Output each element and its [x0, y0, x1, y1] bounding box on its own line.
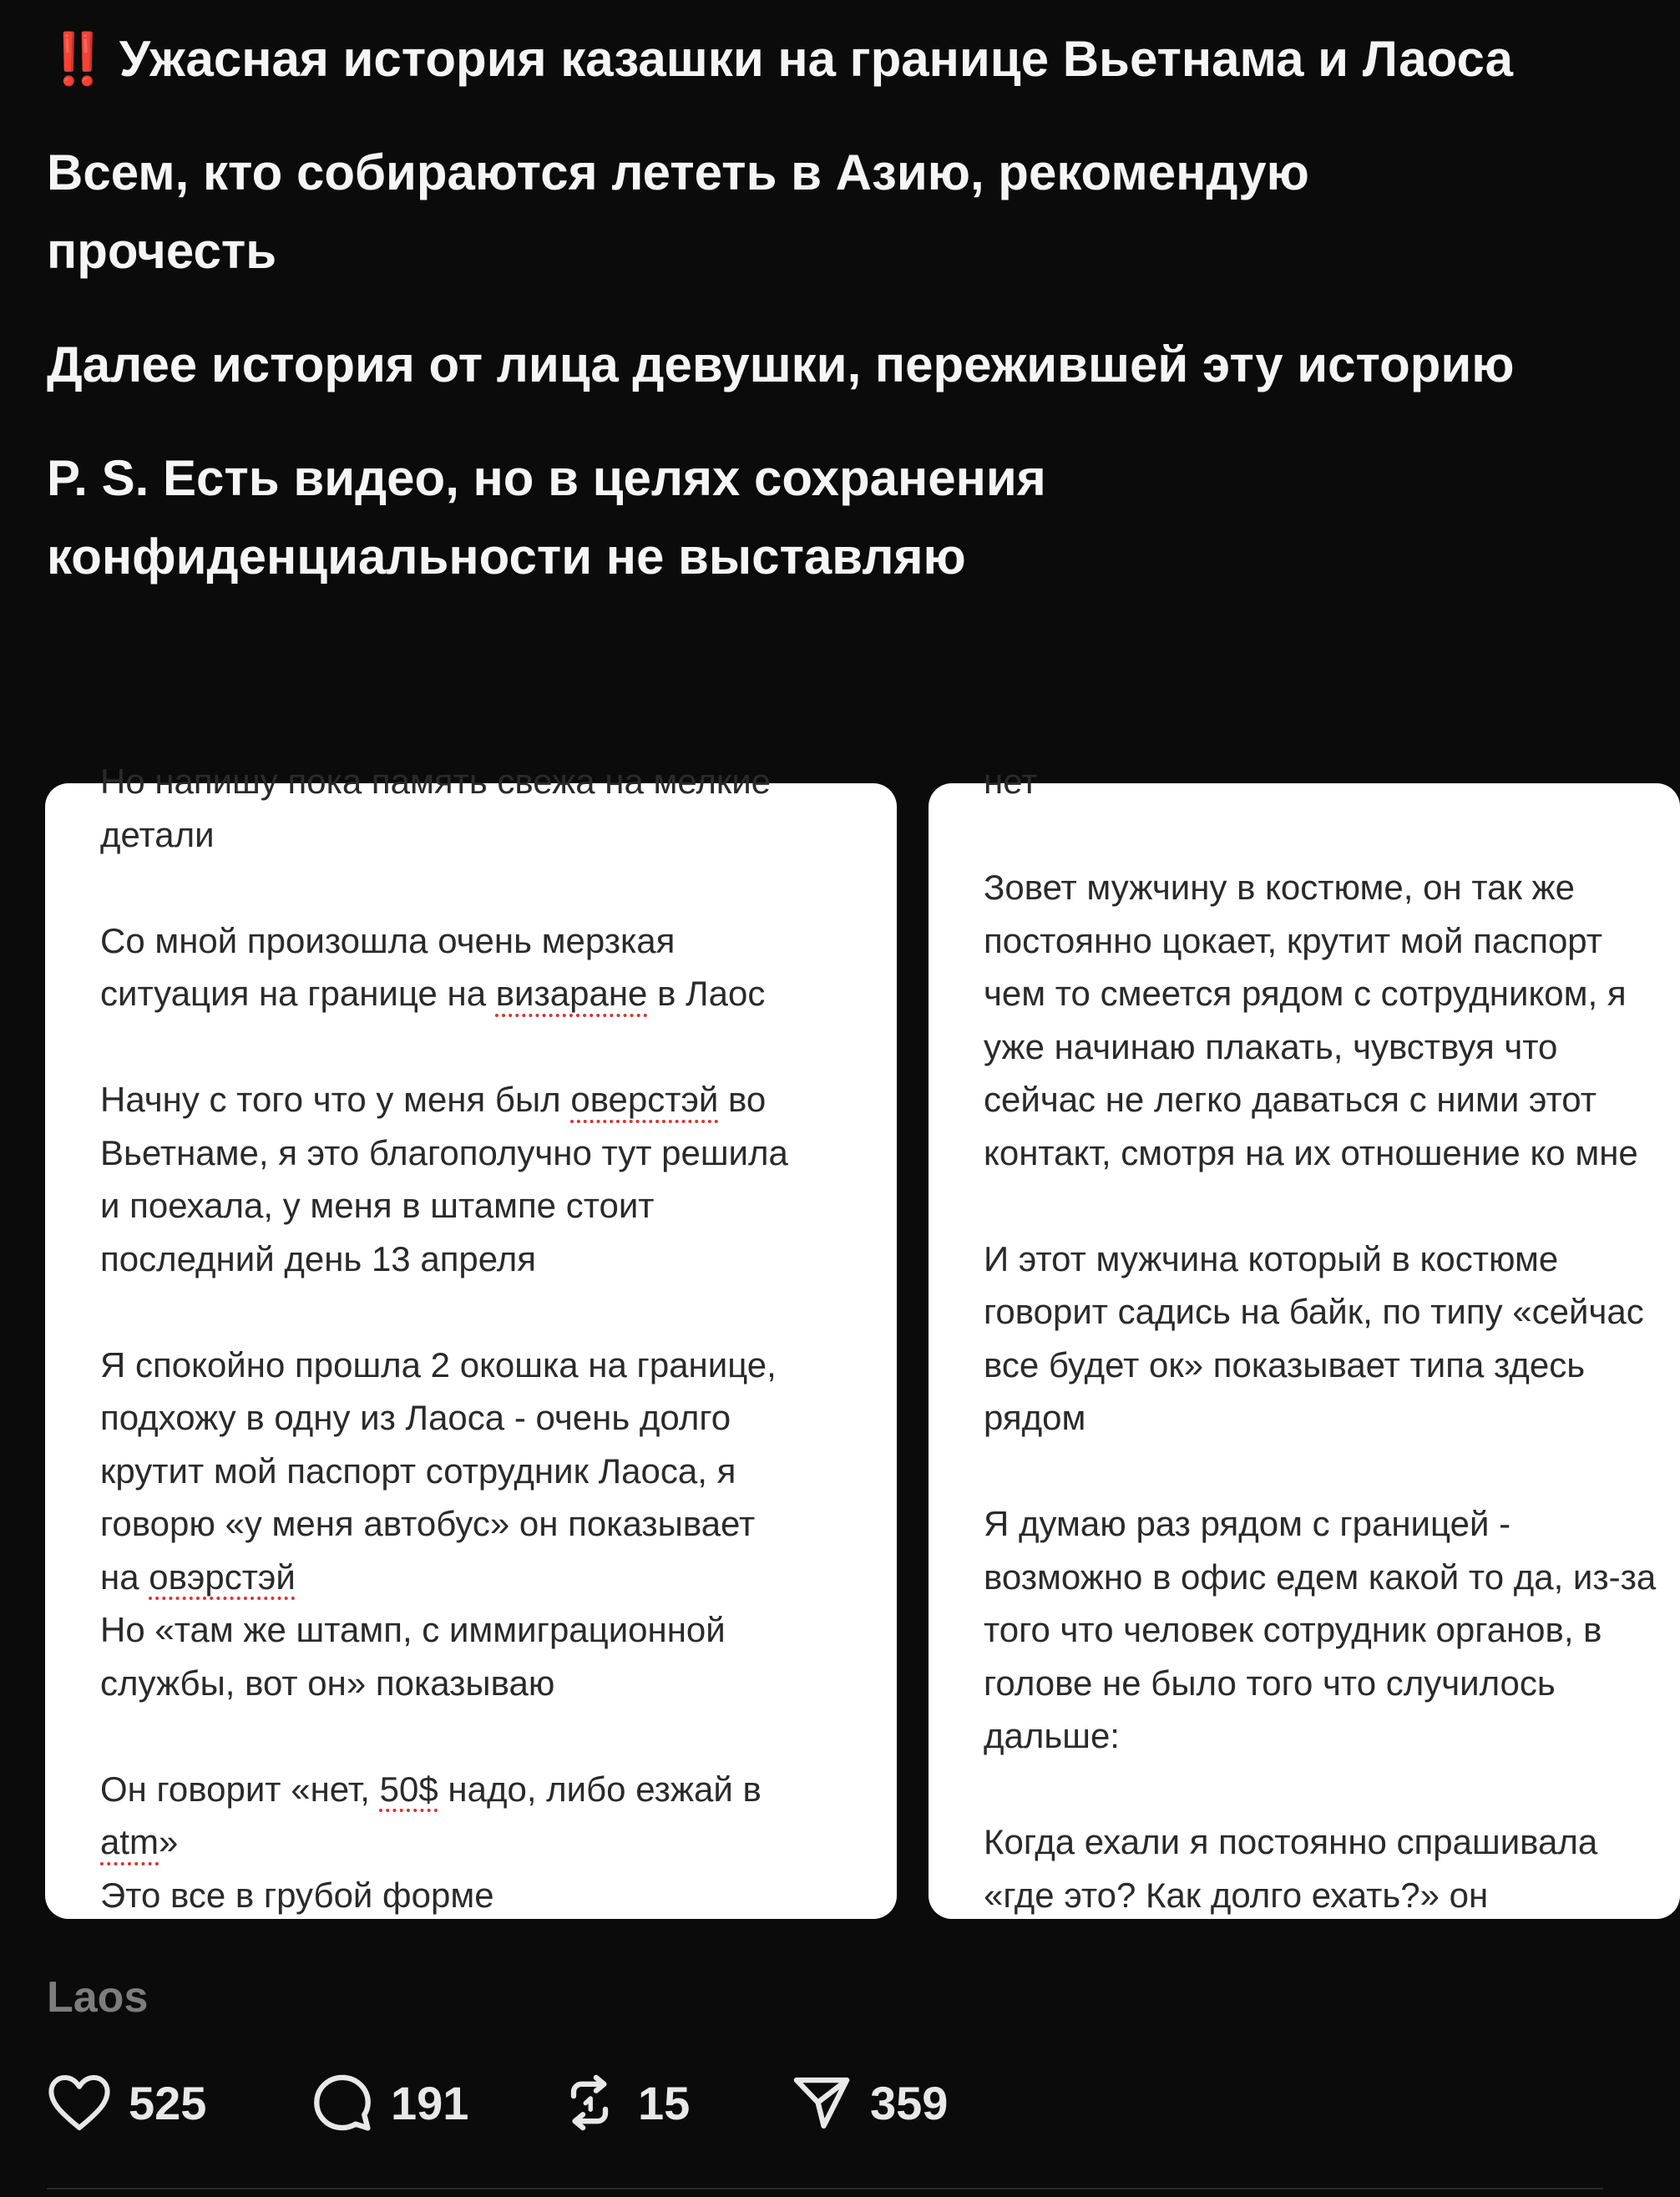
double-exclamation-icon: ‼️	[47, 31, 104, 87]
screenshot-card-2[interactable]	[929, 762, 1680, 1919]
post-title-text: Ужасная история казашки на границе Вьетнама и Лаоса	[119, 31, 1513, 87]
card1-line: Начну с того что у меня был	[100, 1080, 571, 1119]
post-text	[47, 20, 1550, 631]
share-count: 359	[870, 2076, 949, 2129]
card1-line: детали	[100, 814, 215, 854]
heart-icon	[47, 2073, 112, 2133]
card1-line: во	[718, 1080, 767, 1119]
like-count: 525	[129, 2076, 207, 2129]
card1-line: Он говорит «нет,	[100, 1769, 380, 1809]
screenshot-card-1-text	[100, 755, 872, 1921]
image-carousel[interactable]	[0, 762, 1657, 1919]
action-bar	[47, 2063, 1132, 2143]
card1-line: в Лаос	[647, 974, 766, 1013]
reply-button[interactable]	[311, 2063, 468, 2143]
card1-line: »	[159, 1822, 179, 1861]
card1-line: говорю «у меня автобус» он показывает	[100, 1504, 756, 1543]
topic-tag[interactable]: Laos	[47, 1973, 149, 2022]
card1-line: крутит мой паспорт сотрудник Лаоса, я	[100, 1450, 736, 1491]
share-button[interactable]	[790, 2063, 948, 2143]
post-paragraph-3: P. S. Есть видео, но в целях сохранения конфиденциальности не выставляю	[47, 450, 1046, 585]
card1-misspelled-word: 50$	[379, 1769, 438, 1809]
card1-line: Но напишу пока память свежа на мелкие	[100, 762, 772, 801]
card1-line: Со мной произошла очень мерзкая	[100, 920, 676, 960]
post-paragraph-1: Всем, кто собираются лететь в Азию, рекомендую прочесть	[47, 144, 1309, 279]
repost-button[interactable]	[558, 2063, 690, 2143]
repost-icon	[558, 2071, 621, 2134]
card1-line: и поехала, у меня в штампе стоит	[100, 1186, 655, 1225]
comment-icon	[311, 2071, 374, 2134]
card1-line: подхожу в одну из Лаоса - очень долго	[100, 1398, 731, 1437]
reply-count: 191	[391, 2076, 469, 2129]
card1-line: последний день 13 апреля	[100, 1238, 537, 1278]
screenshot-card-1[interactable]	[45, 762, 897, 1919]
screenshot-card-2-text: нет Зовет мужчину в костюме, он так же постоянно цокает, крутит мой паспорт чем то смеется рядом с сотрудником, я уже начинаю плакать, чувствуя что сейчас не легко даваться с ними этот контакт, смотря на их отношение ко мне И этот мужчина который в костюме говорит садись на байк, по типу «сейчас все будет ок» показывает типа здесь рядом Я думаю раз рядом с границей - возможно в офис едем какой то да, из-за того что человек сотрудник органов, в голове не было того что случилось дальше: Когда ехали я постоянно спрашивала «где это? Как долго ехать?» он	[984, 762, 1657, 1915]
post-title	[47, 20, 1550, 99]
card1-line: Но «там же штамп, с иммиграционной	[100, 1610, 726, 1649]
card1-line: Это все в грубой форме	[100, 1875, 494, 1915]
card1-misspelled-word: визаране	[495, 974, 648, 1013]
send-icon	[790, 2071, 853, 2134]
card1-line: ситуация на границе на	[100, 974, 496, 1013]
card1-line: Я спокойно прошла 2 окошка на границе,	[100, 1344, 777, 1385]
card1-misspelled-word: оверстэй	[570, 1080, 719, 1119]
post-paragraph-2: Далее история от лица девушки, пережившей эту историю	[47, 337, 1515, 392]
card1-line: службы, вот он» показываю	[100, 1663, 555, 1703]
repost-count: 15	[638, 2076, 691, 2129]
card1-line: Вьетнаме, я это благополучно тут решила	[100, 1132, 788, 1172]
card1-misspelled-word: овэрстэй	[149, 1557, 296, 1597]
card1-misspelled-word: atm	[100, 1822, 159, 1861]
card1-line: на	[100, 1557, 149, 1597]
card1-line: надо, либо езжай в	[438, 1769, 762, 1809]
post-divider	[47, 2188, 1603, 2189]
like-button[interactable]	[47, 2063, 206, 2143]
